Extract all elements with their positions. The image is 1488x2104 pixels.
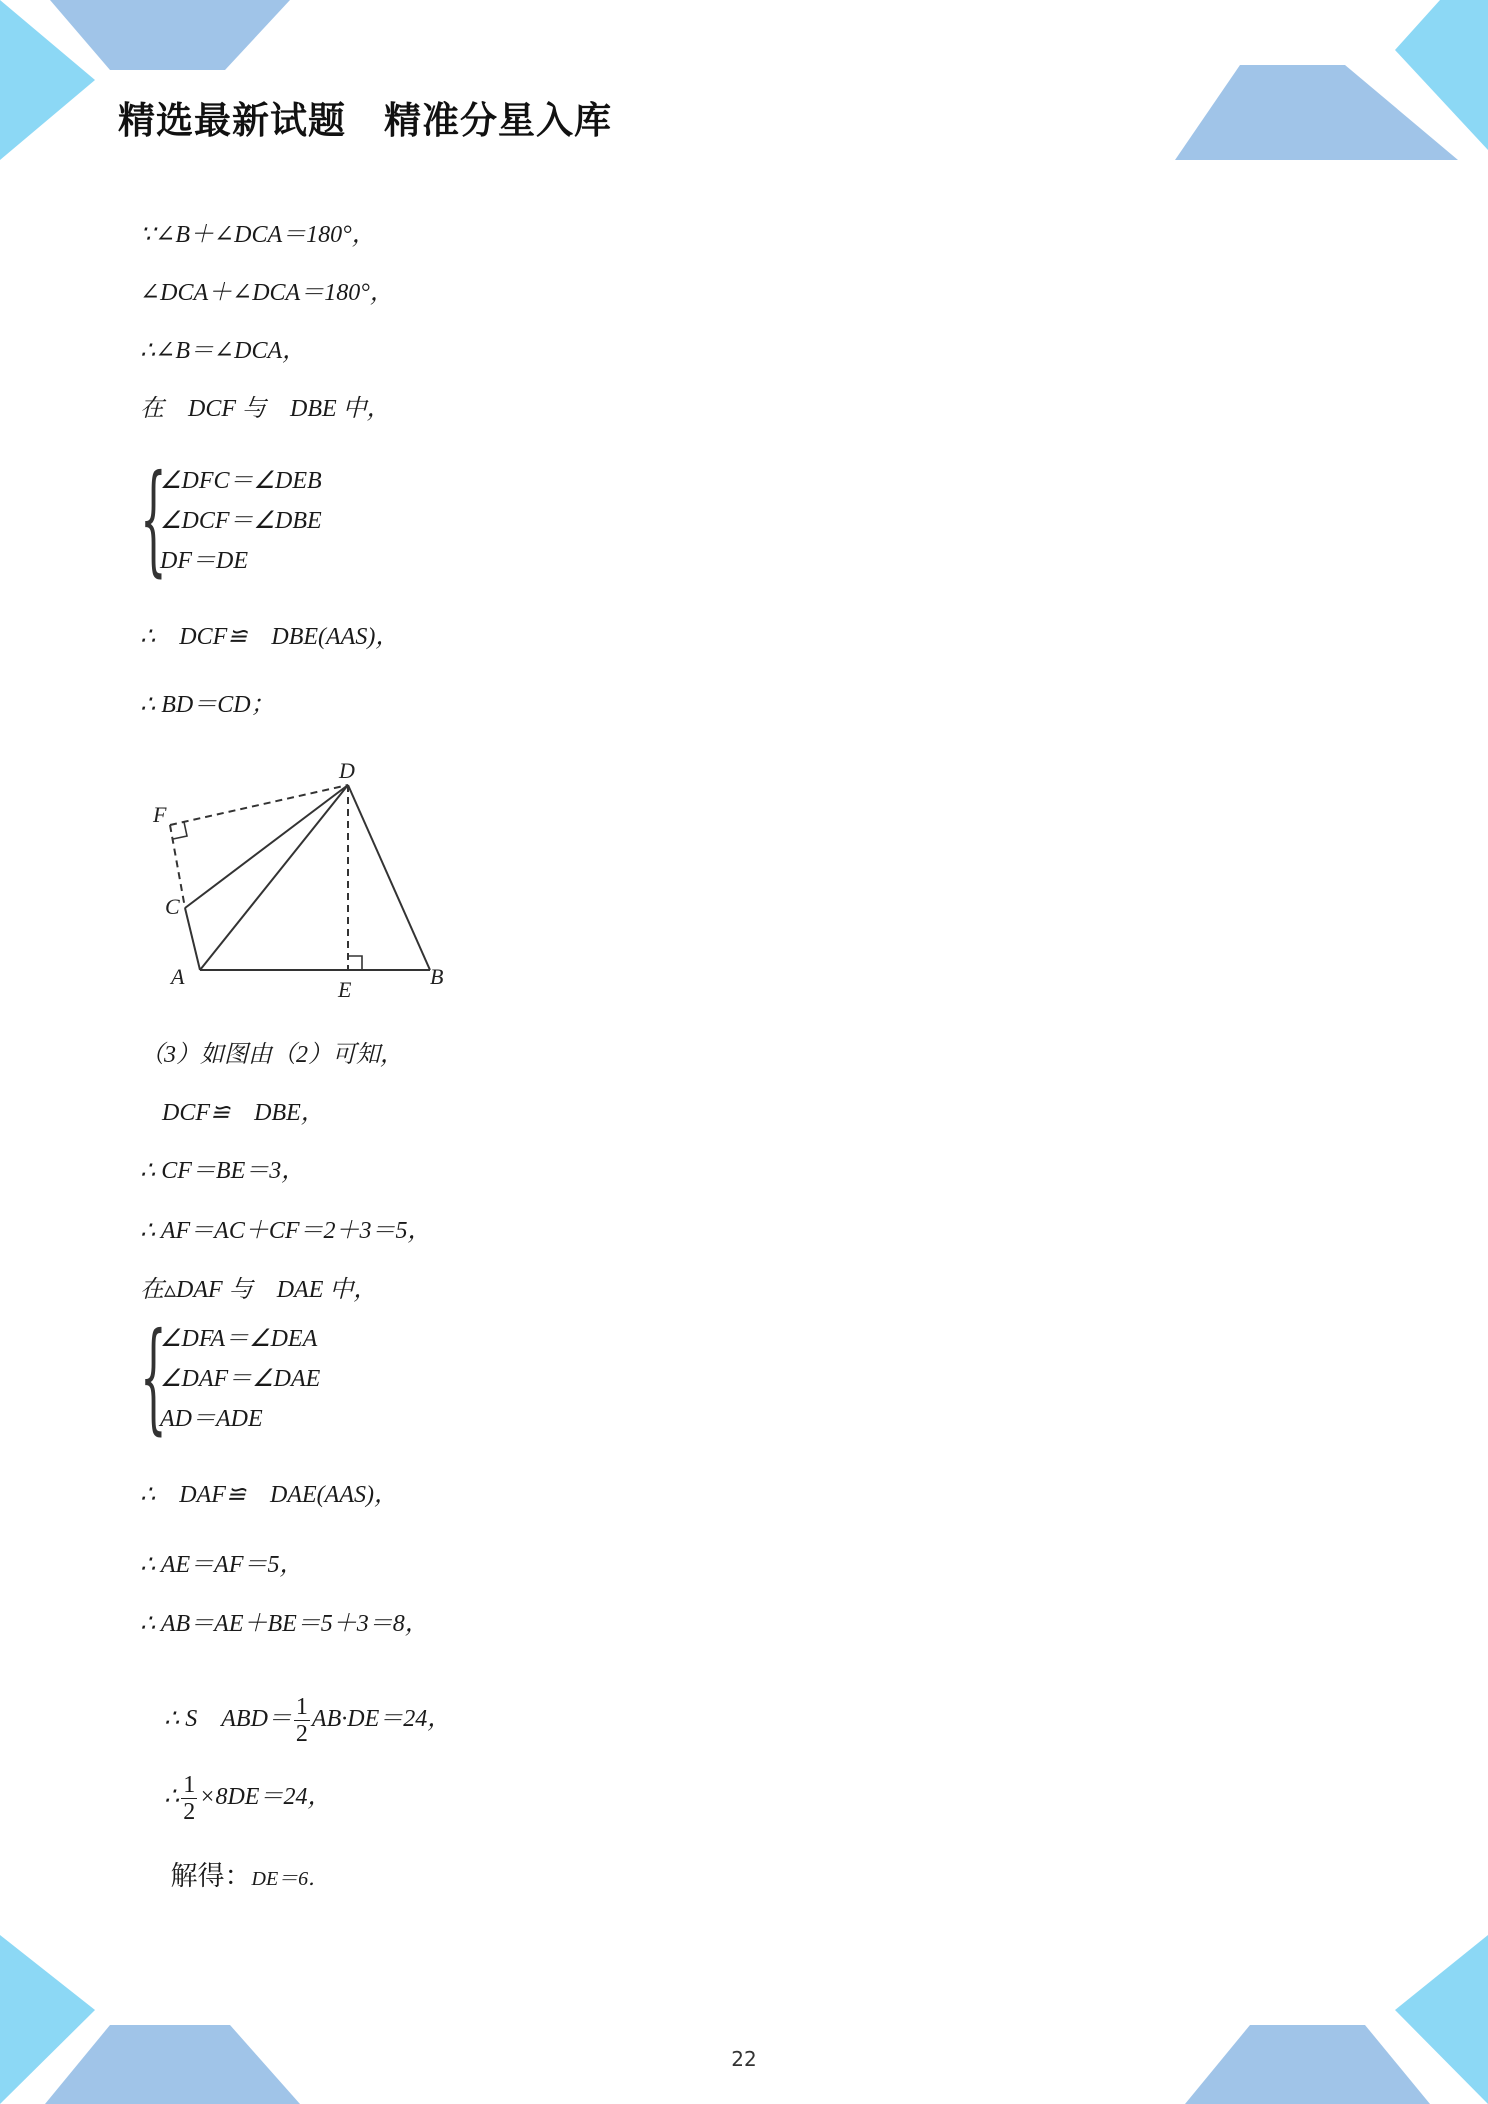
point-label-E: E xyxy=(338,977,352,1002)
deco-shape-top-left-trapezoid xyxy=(50,0,290,70)
fraction-numerator: 1 xyxy=(183,1772,196,1798)
equation-prefix: ∴ xyxy=(164,1784,180,1811)
conclusion-label: 解得： xyxy=(170,1861,252,1892)
step-line-3: ∴∠B＝∠DCA， xyxy=(140,338,307,364)
step-line-17 xyxy=(140,1832,328,1924)
point-label-A: A xyxy=(171,964,185,989)
page-number: 22 xyxy=(731,2047,757,2071)
step-line-6: ∴ BD＝CD； xyxy=(140,692,275,718)
fraction-numerator: 1 xyxy=(295,1694,308,1720)
fraction-denominator: 2 xyxy=(183,1799,196,1825)
equation-suffix: ×8DE＝24， xyxy=(199,1784,332,1811)
step-line-10: ∴ AF＝AC＋CF＝2＋3＝5， xyxy=(140,1218,432,1244)
step-line-11: 在▵DAF 与 DAE 中， xyxy=(140,1277,378,1303)
step-line-13: ∴ AE＝AF＝5， xyxy=(140,1552,304,1578)
header-title: 精选最新试题 精准分星入库 xyxy=(118,99,612,142)
conclusion-value: DE＝6． xyxy=(251,1868,329,1890)
system-row: AD＝ADE xyxy=(160,1406,263,1432)
step-line-12: ∴ DAF≌ DAE(AAS)， xyxy=(140,1482,398,1508)
step-line-14: ∴ AB＝AE＋BE＝5＋3＝8， xyxy=(140,1611,429,1637)
segment-DB xyxy=(348,785,430,970)
system-row: ∠DAF＝∠DAE xyxy=(160,1366,321,1392)
point-label-F: F xyxy=(153,802,167,827)
fraction-half xyxy=(181,1772,197,1825)
area-suffix: AB·DE＝24， xyxy=(311,1706,452,1733)
fraction-half xyxy=(294,1694,310,1747)
left-brace: { xyxy=(140,1308,167,1447)
deco-shape-top-right-trapezoid xyxy=(1175,65,1458,160)
left-brace: { xyxy=(140,450,167,589)
system-row: ∠DCF＝∠DBE xyxy=(160,508,322,534)
system-row: ∠DFC＝∠DEB xyxy=(160,468,322,494)
area-prefix: ∴ S ABD＝ xyxy=(164,1706,292,1733)
step-line-7: （3）如图由（2）可知， xyxy=(140,1042,404,1068)
step-line-1: ∵∠B＋∠DCA＝180°， xyxy=(140,222,376,248)
fraction-denominator: 2 xyxy=(295,1721,308,1747)
point-label-C: C xyxy=(165,894,180,919)
geometry-figure xyxy=(145,755,465,1005)
point-label-B: B xyxy=(430,964,444,989)
point-label-D: D xyxy=(339,758,355,783)
right-angle-mark-E xyxy=(348,956,362,970)
step-line-2: ∠DCA＋∠DCA＝180°， xyxy=(140,280,394,306)
step-line-8: DCF≌ DBE， xyxy=(162,1100,325,1126)
segment-CA xyxy=(185,908,200,970)
step-line-5: ∴ DCF≌ DBE(AAS)， xyxy=(140,624,400,650)
step-line-9: ∴ CF＝BE＝3， xyxy=(140,1158,306,1184)
system-row: ∠DFA＝∠DEA xyxy=(160,1326,318,1352)
step-line-4: 在 DCF 与 DBE 中， xyxy=(140,396,391,422)
system-row: DF＝DE xyxy=(160,548,248,574)
